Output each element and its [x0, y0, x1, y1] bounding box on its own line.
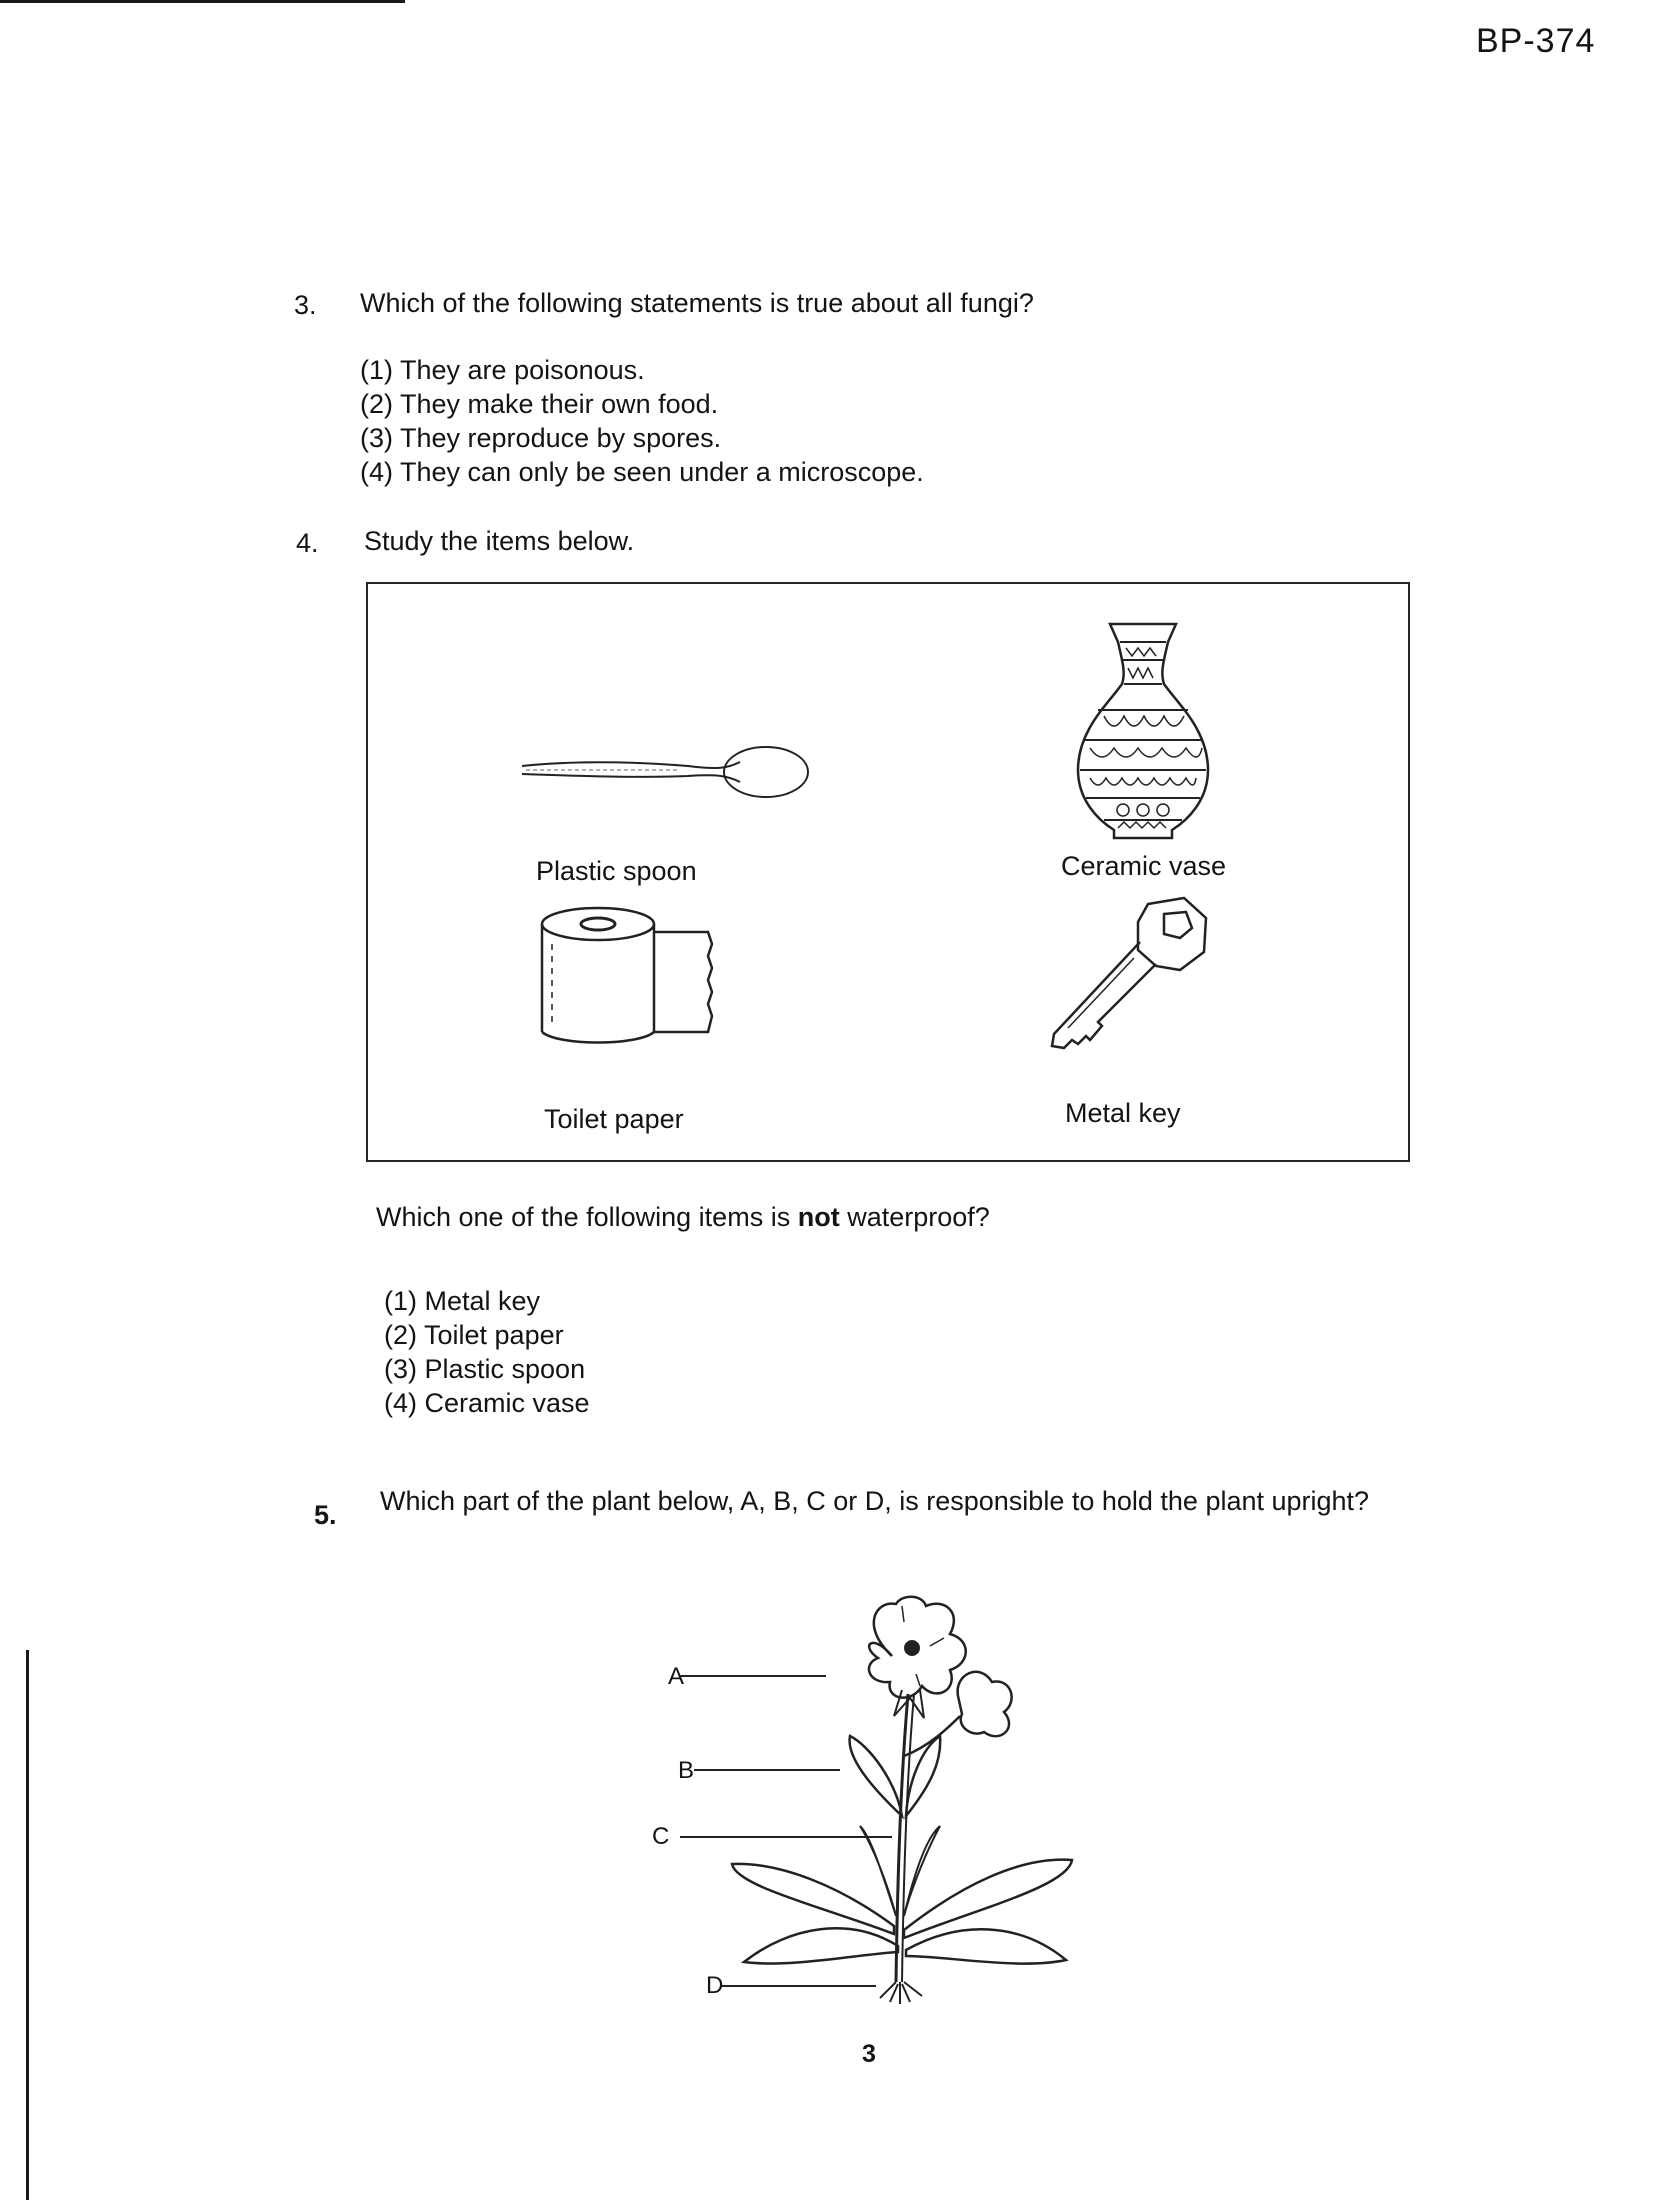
toilet-paper-icon	[538, 904, 728, 1054]
question-4-intro: Study the items below.	[364, 526, 635, 556]
question-5-text: Which part of the plant below, A, B, C or D, is responsible to hold the plant upright?	[380, 1486, 1370, 1516]
item-label-toilet-paper: Toilet paper	[544, 1104, 684, 1134]
leaf	[744, 1928, 898, 1963]
plant-label-c: C	[652, 1823, 670, 1850]
scan-border-top	[0, 0, 405, 3]
question-4-text: Which one of the following items is not waterproof?	[376, 1202, 990, 1232]
question-4-option-3: (3) Plastic spoon	[384, 1354, 586, 1384]
question-3-option-2: (2) They make their own food.	[360, 389, 719, 419]
question-3-text: Which of the following statements is true about all fungi?	[360, 288, 1034, 318]
key-icon	[1044, 894, 1214, 1064]
plant-diagram	[640, 1586, 1100, 2006]
plant-label-d: D	[706, 1972, 724, 1999]
leaf	[906, 1929, 1066, 1963]
question-4-option-1: (1) Metal key	[384, 1286, 541, 1316]
spoon-icon	[518, 732, 818, 812]
question-4-option-2: (2) Toilet paper	[384, 1320, 564, 1350]
vase-icon	[1068, 620, 1218, 842]
question-4-emphasis: not	[797, 1202, 840, 1232]
leaf	[732, 1864, 894, 1934]
question-3-option-1: (1) They are poisonous.	[360, 355, 645, 385]
plant-label-a: A	[668, 1663, 685, 1690]
question-4-options	[384, 1284, 590, 1420]
leaf	[906, 1736, 940, 1816]
plant-label-b: B	[678, 1757, 695, 1784]
question-4-number: 4.	[296, 528, 319, 558]
flower-head	[869, 1597, 1012, 1736]
scan-border-left	[26, 1650, 29, 2200]
page-number: 3	[862, 2040, 876, 2068]
question-4-option-4: (4) Ceramic vase	[384, 1388, 590, 1418]
question-5-number: 5.	[314, 1500, 337, 1530]
item-label-ceramic-vase: Ceramic vase	[1061, 851, 1227, 881]
roots	[880, 1982, 922, 2004]
item-label-metal-key: Metal key	[1065, 1098, 1181, 1128]
item-label-plastic-spoon: Plastic spoon	[536, 856, 697, 886]
items-figure-box	[366, 582, 1410, 1162]
question-3-number: 3.	[294, 290, 317, 320]
question-3-option-3: (3) They reproduce by spores.	[360, 423, 722, 453]
leaf	[850, 1736, 902, 1816]
document-code: BP-374	[1476, 22, 1596, 60]
leaf	[904, 1860, 1072, 1938]
question-3-option-4: (4) They can only be seen under a microscope.	[360, 457, 924, 487]
question-3-options	[360, 353, 924, 489]
